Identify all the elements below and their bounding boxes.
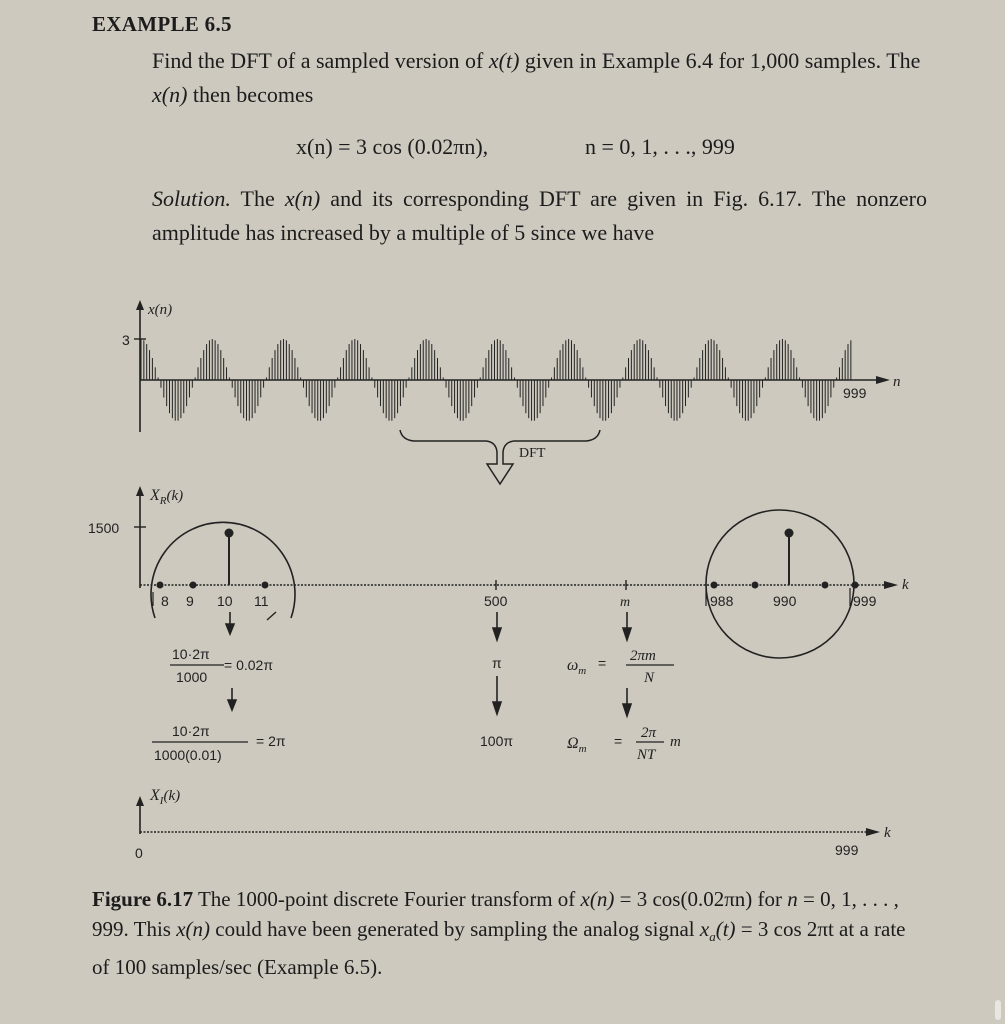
calc1-result: = 0.02π bbox=[224, 657, 273, 673]
intro-text-1: Find the DFT of a sampled version of bbox=[152, 48, 489, 73]
xr-plot bbox=[88, 486, 909, 763]
xi-k-arrow bbox=[866, 828, 880, 836]
xi-axis-label: $X_I(k)$ bbox=[150, 787, 181, 807]
scrollbar-thumb[interactable] bbox=[995, 1000, 1001, 1020]
solution-label: Solution. bbox=[152, 186, 231, 211]
right-zoom-circle bbox=[706, 510, 854, 658]
calc1-numerator: 10·2π bbox=[172, 646, 210, 662]
xr-tick-11: 11 bbox=[254, 593, 269, 609]
xn-x-arrow bbox=[876, 376, 890, 384]
dft-label: DFT bbox=[519, 446, 546, 461]
equation-lhs: x(n) = 3 cos (0.02πn), bbox=[296, 134, 489, 159]
calc1-denominator: 1000 bbox=[176, 669, 208, 685]
xr-stem-k10-dot bbox=[225, 529, 234, 538]
solution-text-1: The bbox=[230, 186, 285, 211]
solution-text-2: and its corresponding DFT are given in Fig. 6.17. The nonzero amplitude has increased by a multiple of 5 since we have bbox=[152, 186, 927, 245]
xr-y-arrow bbox=[136, 486, 144, 496]
xn-n-label: n bbox=[893, 374, 901, 390]
xr-tick-9: 9 bbox=[186, 593, 194, 609]
xr-tick-m: m bbox=[620, 595, 631, 610]
calc2-numerator: 10·2π bbox=[172, 723, 210, 739]
xr-k-label: k bbox=[902, 577, 909, 593]
Omega-denominator: NT bbox=[637, 747, 656, 763]
xn-tick-999-label: 999 bbox=[843, 385, 867, 401]
omega-lhs: $\omega_m$ bbox=[567, 657, 587, 677]
xi-y-arrow bbox=[136, 796, 144, 806]
xr-stem-k990-dot bbox=[785, 529, 794, 538]
Omega-m: m bbox=[670, 734, 681, 750]
xr-tick-500: 500 bbox=[484, 593, 508, 609]
omega-numerator: 2πm bbox=[630, 648, 656, 664]
intro-text-2: given in Example 6.4 for 1,000 samples. The bbox=[519, 48, 921, 73]
xr-axis-label: $X_R(k)$ bbox=[150, 487, 184, 507]
xn-plot bbox=[122, 300, 901, 432]
xr-tick-10: 10 bbox=[217, 593, 233, 609]
xr-tick-1500-label: 1500 bbox=[88, 520, 120, 536]
example-heading: EXAMPLE 6.5 bbox=[92, 12, 232, 36]
xn-tick-3-label: 3 bbox=[122, 332, 130, 348]
omega-equals: = bbox=[598, 655, 607, 671]
xr-tick-988: 988 bbox=[710, 593, 734, 609]
intro-xn: x(n) bbox=[152, 82, 188, 107]
xr-k-arrow bbox=[884, 581, 898, 589]
xr-tick-999: 999 bbox=[853, 593, 877, 609]
solution-xn: x(n) bbox=[284, 186, 321, 211]
omega-denominator: N bbox=[644, 670, 655, 686]
Omega-equals: = bbox=[614, 733, 623, 749]
equation-rhs: n = 0, 1, . . ., 999 bbox=[585, 134, 735, 159]
xn-y-arrow bbox=[136, 300, 144, 310]
xi-k-label: k bbox=[884, 825, 891, 841]
caption-label: Figure 6.17 bbox=[92, 887, 194, 911]
hundred-pi-value: 100π bbox=[480, 733, 514, 749]
intro-text-3: then becomes bbox=[187, 82, 314, 107]
xn-axis-label: x(n) bbox=[148, 302, 173, 318]
calc2-result: = 2π bbox=[256, 733, 286, 749]
pi-value: π bbox=[492, 655, 502, 671]
calc2-denominator: 1000(0.01) bbox=[154, 747, 222, 763]
xr-tick-8: 8 bbox=[161, 593, 169, 609]
Omega-numerator: 2π bbox=[641, 725, 657, 741]
Omega-lhs: $\Omega_m$ bbox=[567, 735, 587, 755]
xi-tick-0: 0 bbox=[135, 845, 143, 861]
intro-xt: x(t) bbox=[488, 48, 520, 73]
dft-arrow bbox=[400, 430, 600, 484]
xi-tick-999: 999 bbox=[835, 842, 859, 858]
xi-plot bbox=[135, 787, 891, 861]
xr-tick-990: 990 bbox=[773, 593, 797, 609]
figure-caption: Figure 6.17 The 1000-point discrete Fourier transform of x(n) = 3 cos(0.02πn) for n = 0, 1, . . . , 999. This x(n) could have been generated by sampling the analog signal $x_a(t) = 3$ cos 2πt at a rate of 100 samples/sec (Example 6.5). bbox=[92, 887, 906, 980]
